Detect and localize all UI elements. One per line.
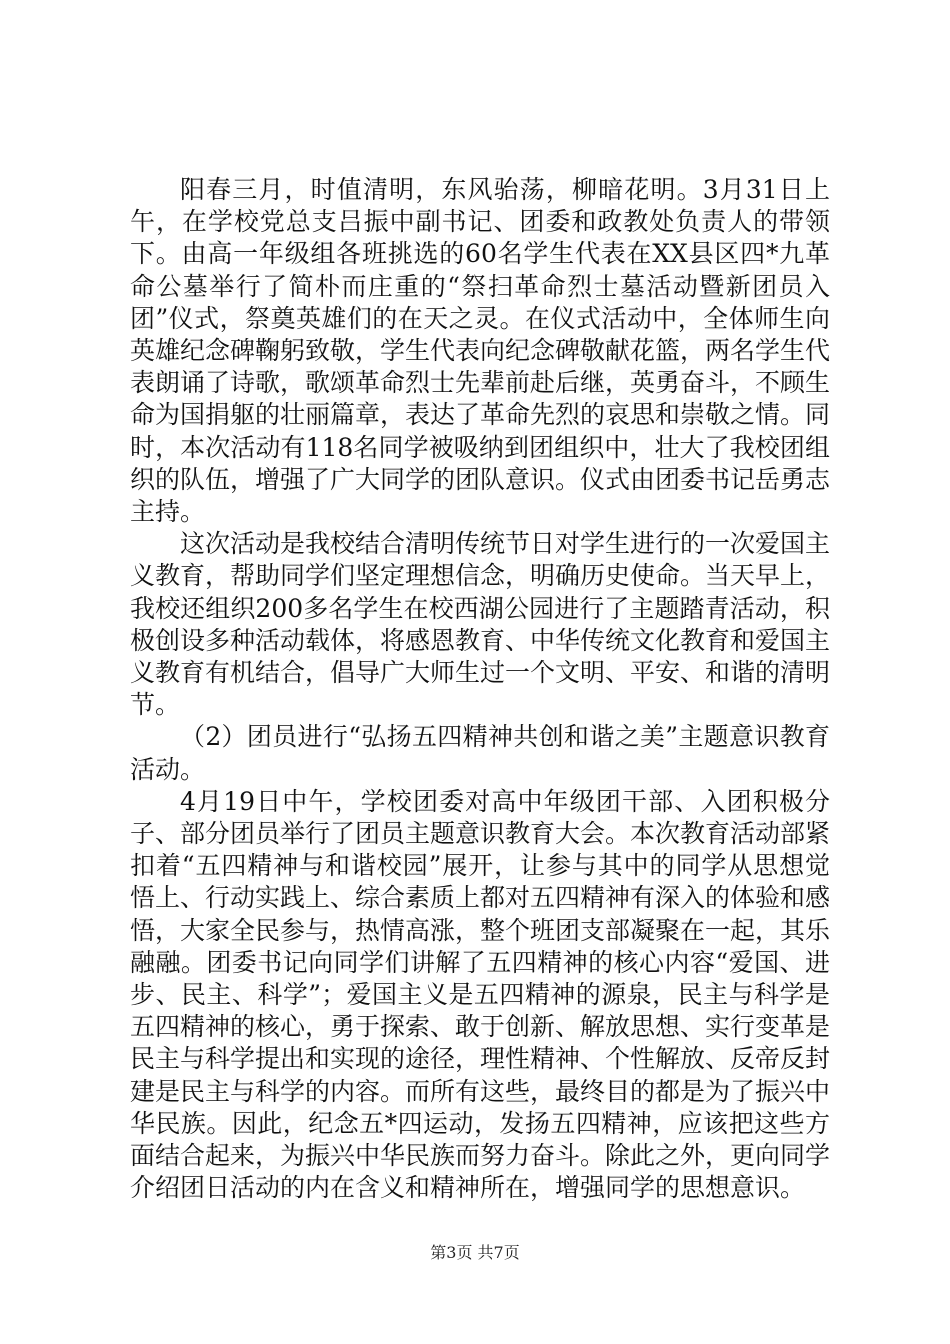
paragraph-section-heading: （2）团员进行“弘扬五四精神共创和谐之美”主题意识教育活动。 bbox=[130, 722, 830, 784]
paragraph-patriotic-education: 这次活动是我校结合清明传统节日对学生进行的一次爱国主义教育，帮助同学们坚定理想信念，明确历史使命。当天早上，我校还组织200多名学生在校西湖公园进行了主题踏青活动，积极创设多种活动载体，将感恩教育、中华传统文化教育和爱国主义教育有机结合，倡导广大师生过一个文明、平安、和谐的清明节。 bbox=[130, 529, 831, 720]
paragraph-qingming-memorial: 阳春三月，时值清明，东风骀荡，柳暗花明。3月31日上午，在学校党总支吕振中副书记、团委和政教处负责人的带领下。由高一年级组各班挑选的60名学生代表在XX县区四*九革命公墓举行了简朴而庄重的“祭扫革命烈士墓活动暨新团员入团”仪式，祭奠英雄们的在天之灵。在仪式活动中，全体师生向英雄纪念碑鞠躬致敬，学生代表向纪念碑敬献花篮，两名学生代表朗诵了诗歌，歌颂革命烈士先辈前赴后继，英勇奋斗，不顾生命为国捐躯的壮丽篇章，表达了革命先烈的哀思和崇敬之情。同时，本次活动有118名同学被吸纳到团组织中，壮大了我校团组织的队伍，增强了广大同学的团队意识。仪式由团委书记岳勇志主持。 bbox=[130, 175, 831, 527]
page-number-footer: 第3页 共7页 bbox=[430, 1243, 520, 1262]
paragraph-may-fourth-education: 4月19日中午，学校团委对高中年级团干部、入团积极分子、部分团员举行了团员主题意识教育大会。本次教育活动部紧扣着“五四精神与和谐校园”展开，让参与其中的同学从思想觉悟上、行动实践上、综合素质上都对五四精神有深入的体验和感悟，大家全民参与，热情高涨，整个班团支部凝聚在一起，其乐融融。团委书记向同学们讲解了五四精神的核心内容“爱国、进步、民主、科学”；爱国主义是五四精神的源泉，民主与科学是五四精神的核心，勇于探索、敢于创新、解放思想、实行变革是民主与科学提出和实现的途径，理性精神、个性解放、反帝反封建是民主与科学的内容。而所有这些，最终目的都是为了振兴中华民族。因此，纪念五*四运动，发扬五四精神，应该把这些方面结合起来，为振兴中华民族而努力奋斗。除此之外，更向同学介绍团日活动的内在含义和精神所在，增强同学的思想意识。 bbox=[130, 786, 831, 1203]
document-body bbox=[130, 174, 830, 1205]
